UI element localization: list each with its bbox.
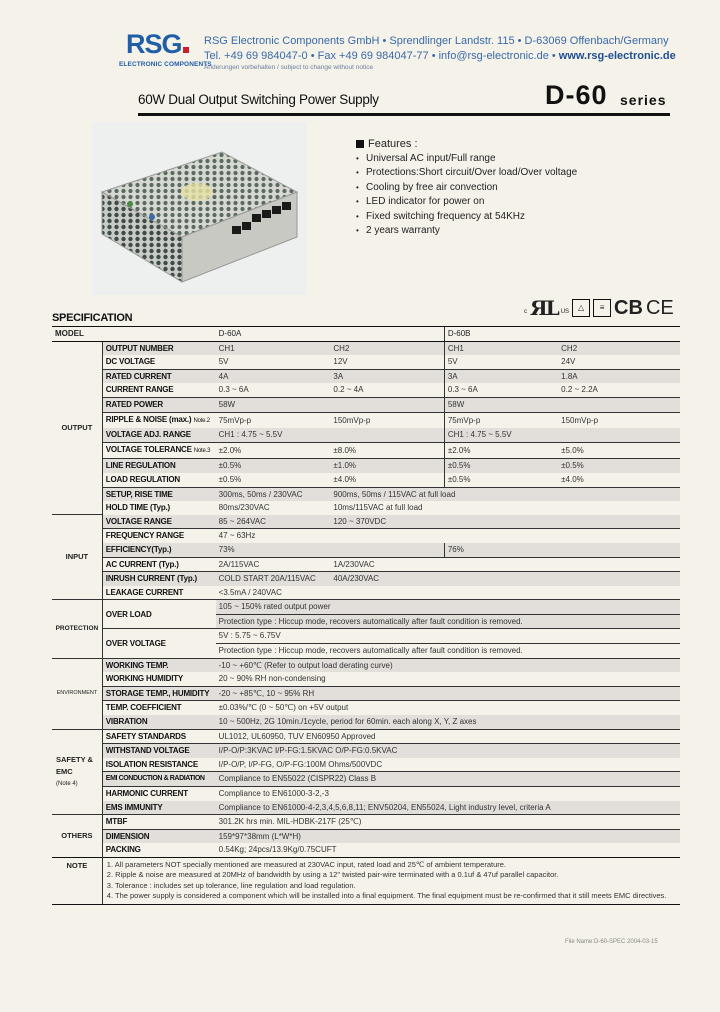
value-cell: <3.5mA / 240VAC [216, 586, 680, 600]
table-row [52, 572, 680, 586]
cb-mark-icon: CB [614, 296, 643, 319]
param-label: EMS IMMUNITY [102, 801, 215, 815]
features-heading [356, 138, 656, 150]
param-label: VIBRATION [102, 715, 215, 729]
param-label: SETUP, RISE TIME [102, 487, 215, 501]
value-cell: 3A [444, 369, 558, 383]
value-cell: ±0.5% [444, 459, 558, 473]
table-row [52, 529, 680, 543]
company-phone-fax-email: Tel. +49 69 984047-0 • Fax +49 69 984047-77 • info@rsg-electronic.de • [204, 50, 559, 62]
value-cell: ±8.0% [330, 442, 444, 459]
value-cell: 12V [330, 355, 444, 369]
value-cell: 75mVp-p [444, 412, 558, 428]
table-row [52, 672, 680, 686]
value-cell: ±4.0% [558, 473, 680, 487]
value-cell: ±0.5% [216, 473, 331, 487]
table-row [52, 787, 680, 801]
value-cell: CH2 [558, 341, 680, 355]
param-label: OVER VOLTAGE [102, 629, 215, 658]
category-input: INPUT [52, 515, 102, 600]
category-note-ref: (Note 4) [56, 780, 78, 787]
feature-item: • Protections:Short circuit/Over load/Over voltage [356, 166, 656, 180]
value-cell: -20 ~ +85℃, 10 ~ 95% RH [216, 686, 680, 701]
table-row [52, 758, 680, 772]
features-heading-text: Features : [368, 138, 418, 150]
change-notice: Änderungen vorbehalten / subject to change without notice [204, 64, 374, 71]
specification-table [52, 326, 680, 905]
logo-red-dot [183, 47, 189, 53]
value-cell: Protection type : Hiccup mode, recovers automatically after fault condition is removed. [216, 614, 680, 629]
value-cell: ±5.0% [558, 442, 680, 459]
table-row [52, 686, 680, 701]
value-cell: ±1.0% [330, 459, 444, 473]
series-name: D-60 [545, 80, 608, 110]
table-row [52, 600, 680, 615]
table-row [52, 428, 680, 442]
param-label: FREQUENCY RANGE [102, 529, 215, 543]
note-ref: Note.3 [193, 447, 211, 454]
param-label: OVER LOAD [102, 600, 215, 629]
value-cell: -10 ~ +60℃ (Refer to output load derating curve) [216, 658, 680, 672]
value-cell: Compliance to EN55022 (CISPR22) Class B [216, 772, 680, 787]
param-label: ISOLATION RESISTANCE [102, 758, 215, 772]
value-cell: 5V [444, 355, 558, 369]
ce-mark-icon: CE [645, 296, 674, 319]
value-cell: ±0.03%/℃ (0 ~ 50℃) on +5V output [216, 701, 680, 715]
param-label: WORKING HUMIDITY [102, 672, 215, 686]
category-output: OUTPUT [52, 341, 102, 515]
value-cell: 40A/230VAC [330, 572, 680, 586]
value-cell: 301.2K hrs min. MIL-HDBK-217F (25℃) [216, 815, 680, 830]
value-cell: 58W [216, 397, 445, 412]
value-cell: Compliance to EN61000-4-2,3,4,5,6,8,11; ENV50204, EN55024, Light industry level, criteria A [216, 801, 680, 815]
value-cell: 150mVp-p [330, 412, 444, 428]
value-cell: 1A/230VAC [330, 557, 680, 572]
value-cell: 150mVp-p [558, 412, 680, 428]
value-cell: 0.3 ~ 6A [216, 383, 331, 397]
value-cell: I/P-O/P:3KVAC I/P-FG:1.5KVAC O/P-FG:0.5KVAC [216, 744, 680, 758]
value-cell: 1.8A [558, 369, 680, 383]
logo-text: RSG [126, 29, 182, 59]
param-label: MTBF [102, 815, 215, 830]
product-title: 60W Dual Output Switching Power Supply [138, 92, 379, 107]
table-row [52, 355, 680, 369]
title-divider [138, 113, 670, 116]
param-label: LINE REGULATION [102, 459, 215, 473]
category-emc-label: EMC [56, 766, 73, 776]
feature-item: • 2 years warranty [356, 224, 656, 238]
param-label: DIMENSION [102, 829, 215, 843]
company-contact [204, 50, 676, 62]
model-d60a: D-60A [216, 327, 445, 342]
table-row [52, 729, 680, 744]
table-row [52, 772, 680, 787]
table-row [52, 341, 680, 355]
tuv-lines-icon: ≡ [593, 299, 611, 317]
table-row [52, 801, 680, 815]
param-label: PACKING [102, 843, 215, 857]
table-row [52, 629, 680, 644]
value-cell: CH1 [444, 341, 558, 355]
value-cell: 10 ~ 500Hz, 2G 10min./1cycle, period for 60min. each along X, Y, Z axes [216, 715, 680, 729]
param-label: SAFETY STANDARDS [102, 729, 215, 744]
param-label: HARMONIC CURRENT [102, 787, 215, 801]
table-row [52, 473, 680, 487]
param-label-text: VOLTAGE TOLERANCE [105, 444, 192, 454]
power-supply-image [92, 122, 307, 295]
table-row [52, 744, 680, 758]
param-label: EFFICIENCY(Typ.) [102, 543, 215, 557]
value-cell: UL1012, UL60950, TUV EN60950 Approved [216, 729, 680, 744]
company-logo [126, 31, 190, 58]
param-label: AC CURRENT (Typ.) [102, 557, 215, 572]
param-label: OUTPUT NUMBER [102, 341, 215, 355]
notes-row [52, 857, 680, 904]
category-protection: PROTECTION [52, 600, 102, 658]
table-row [52, 557, 680, 572]
file-name-footer: File Name:D-60-SPEC 2004-03-15 [565, 939, 658, 945]
value-cell: 75mVp-p [216, 412, 331, 428]
value-cell: CH2 [330, 341, 444, 355]
param-label: TEMP. COEFFICIENT [102, 701, 215, 715]
value-cell: ±0.5% [558, 459, 680, 473]
value-cell: 0.3 ~ 6A [444, 383, 558, 397]
table-row [52, 442, 680, 459]
value-cell: 159*97*38mm (L*W*H) [216, 829, 680, 843]
category-environment: ENVIRONMENT [52, 658, 102, 729]
model-d60b: D-60B [444, 327, 680, 342]
ul-c-mark: c [524, 309, 527, 315]
param-label: RATED POWER [102, 397, 215, 412]
param-label: RATED CURRENT [102, 369, 215, 383]
param-label: HOLD TIME (Typ.) [102, 501, 215, 515]
features-section [356, 138, 656, 238]
value-cell: ±4.0% [330, 473, 444, 487]
ul-mark-icon: ЯL [530, 296, 558, 320]
param-label: INRUSH CURRENT (Typ.) [102, 572, 215, 586]
param-label: CURRENT RANGE [102, 383, 215, 397]
table-row [52, 383, 680, 397]
value-cell: 58W [444, 397, 680, 412]
value-cell: ±0.5% [216, 459, 331, 473]
value-cell: 0.54Kg; 24pcs/13.9Kg/0.75CUFT [216, 843, 680, 857]
value-cell: 105 ~ 150% rated output power [216, 600, 680, 615]
feature-item: • Cooling by free air convection [356, 181, 656, 195]
note-ref: Note.2 [193, 417, 210, 424]
tuv-triangle-icon: △ [572, 299, 590, 317]
param-label: WORKING TEMP. [102, 658, 215, 672]
features-list [356, 152, 656, 238]
table-row [52, 412, 680, 428]
category-note: NOTE [52, 857, 102, 904]
series-suffix: series [620, 92, 667, 108]
param-label: EMI CONDUCTION & RADIATION [102, 772, 215, 787]
value-cell: 76% [444, 543, 680, 557]
value-cell: Protection type : Hiccup mode, recovers automatically after fault condition is removed. [216, 644, 680, 659]
table-row [52, 586, 680, 600]
model-row [52, 327, 680, 342]
table-row [52, 543, 680, 557]
table-row [52, 701, 680, 715]
value-cell: I/P-O/P, I/P-FG, O/P-FG:100M Ohms/500VDC [216, 758, 680, 772]
param-label: LOAD REGULATION [102, 473, 215, 487]
model-label: MODEL [52, 327, 216, 342]
value-cell: Compliance to EN61000-3-2,-3 [216, 787, 680, 801]
table-row [52, 369, 680, 383]
table-row [52, 515, 680, 529]
category-others: OTHERS [52, 815, 102, 858]
value-cell: 0.2 ~ 2.2A [558, 383, 680, 397]
value-cell: 120 ~ 370VDC [330, 515, 680, 529]
value-cell: 24V [558, 355, 680, 369]
value-cell: 3A [330, 369, 444, 383]
notes-body [102, 857, 680, 904]
value-cell: COLD START 20A/115VAC [216, 572, 331, 586]
param-label [102, 412, 215, 428]
ul-us-mark: US [560, 309, 570, 315]
table-row [52, 501, 680, 515]
value-cell: 2A/115VAC [216, 557, 331, 572]
table-row [52, 487, 680, 501]
note-item: 4. The power supply is considered a component which will be installed into a final equipment. The final equipment must be re-confirmed that it still meets EMC directives. [106, 891, 667, 901]
specification-heading: SPECIFICATION [52, 312, 133, 324]
value-cell: 4A [216, 369, 331, 383]
table-row [52, 459, 680, 473]
table-row [52, 715, 680, 729]
value-cell: 20 ~ 90% RH non-condensing [216, 672, 680, 686]
param-label: WITHSTAND VOLTAGE [102, 744, 215, 758]
table-row [52, 843, 680, 857]
value-cell: 73% [216, 543, 445, 557]
param-label: STORAGE TEMP., HUMIDITY [102, 686, 215, 701]
table-row [52, 829, 680, 843]
value-cell: 5V : 5.75 ~ 6.75V [216, 629, 680, 644]
feature-item: • Universal AC input/Full range [356, 152, 656, 166]
value-cell: CH1 : 4.75 ~ 5.5V [444, 428, 680, 442]
value-cell: ±2.0% [216, 442, 331, 459]
product-photo [92, 122, 307, 295]
value-cell: CH1 : 4.75 ~ 5.5V [216, 428, 445, 442]
square-bullet-icon [356, 140, 364, 148]
note-item: 1. All parameters NOT specially mentioned are measured at 230VAC input, rated load and 25℃ of ambient temperature. [106, 859, 506, 869]
value-cell: 300ms, 50ms / 230VAC [216, 487, 331, 501]
value-cell: 47 ~ 63Hz [216, 529, 680, 543]
param-label: LEAKAGE CURRENT [102, 586, 215, 600]
value-cell: 5V [216, 355, 331, 369]
param-label: VOLTAGE RANGE [102, 515, 215, 529]
param-label [102, 442, 215, 459]
category-safety-emc [52, 729, 102, 815]
value-cell: CH1 [216, 341, 331, 355]
value-cell: 85 ~ 264VAC [216, 515, 331, 529]
note-item: 3. Tolerance : includes set up tolerance, line regulation and load regulation. [106, 880, 356, 890]
param-label: VOLTAGE ADJ. RANGE [102, 428, 215, 442]
certification-marks [524, 296, 674, 320]
value-cell: 900ms, 50ms / 115VAC at full load [330, 487, 680, 501]
table-row [52, 658, 680, 672]
table-row [52, 815, 680, 830]
logo-subtitle: ELECTRONIC COMPONENTS [119, 61, 212, 68]
value-cell: 10ms/115VAC at full load [330, 501, 680, 515]
note-item: 2. Ripple & noise are measured at 20MHz of bandwidth by using a 12" twisted pair-wire terminated with a 0.1uf & 47uf parallel capacitor. [106, 870, 559, 880]
feature-item: • LED indicator for power on [356, 195, 656, 209]
company-website-link[interactable]: www.rsg-electronic.de [558, 50, 676, 62]
table-row [52, 397, 680, 412]
param-label: DC VOLTAGE [102, 355, 215, 369]
company-address: RSG Electronic Components GmbH • Sprendlinger Landstr. 115 • D-63069 Offenbach/Germany [204, 35, 669, 47]
value-cell: ±2.0% [444, 442, 558, 459]
value-cell: 0.2 ~ 4A [330, 383, 444, 397]
feature-item: • Fixed switching frequency at 54KHz [356, 210, 656, 224]
category-safety-label: SAFETY & [56, 754, 93, 764]
param-label-text: RIPPLE & NOISE (max.) [105, 414, 192, 424]
value-cell: 80ms/230VAC [216, 501, 331, 515]
value-cell: ±0.5% [444, 473, 558, 487]
